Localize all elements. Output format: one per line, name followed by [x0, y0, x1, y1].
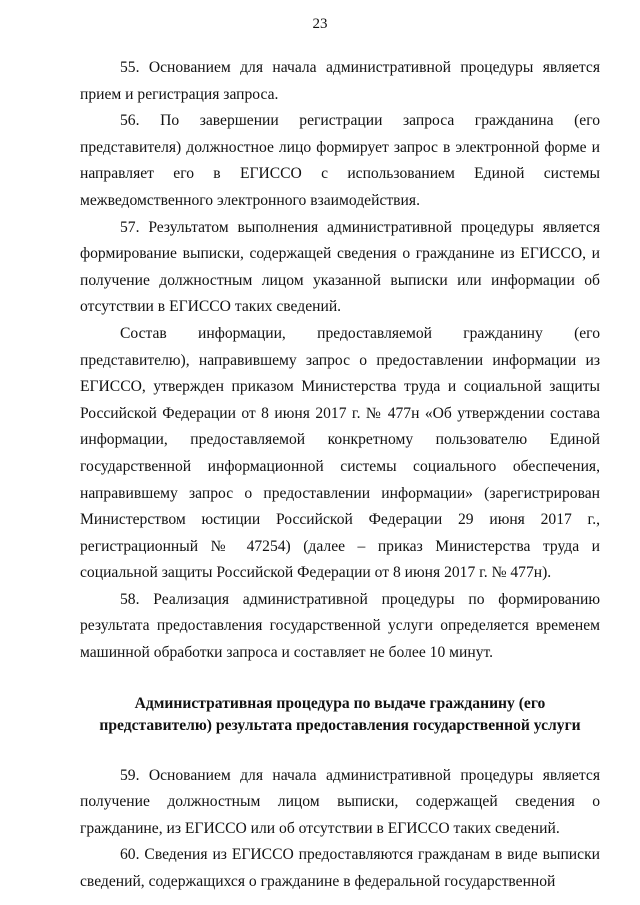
page-number: 23: [312, 16, 328, 32]
paragraph-60: 60. Сведения из ЕГИССО предоставляются гражданам в виде выписки сведений, содержащихся о гражданине в федеральной государственной: [80, 846, 600, 891]
paragraph-composition-info: Состав информации, предоставляемой гражданину (его представителю), направившему запрос о предоставлении информации из ЕГИССО, утвержден приказом Министерства труда и социальной защиты Российской Федерации от 8 июня 2017 г. № 477н «Об утверждении состава информации, предоставляемой конкретному пользователю Единой государственной информационной системы социального обеспечения, направившему запрос о предоставлении информации» (зарегистрирован Министерством юстиции Российской Федерации 29 июня 2017 г., регистрационный № 47254) (далее – приказ Министерства труда и социальной защиты Российской Федерации от 8 июня 2017 г. № 477н).: [80, 324, 600, 582]
paragraph-59: 59. Основанием для начала административной процедуры является получение должностным лицом выписки, содержащей сведения о гражданине, из ЕГИССО или об отсутствии в ЕГИССО таких сведений.: [80, 766, 600, 837]
paragraph-56: 56. По завершении регистрации запроса гражданина (его представителя) должностное лицо формирует запрос в электронной форме и направляет его в ЕГИССО с использованием Единой системы межведомственного электронного взаимодействия.: [80, 112, 600, 209]
paragraph-57: 57. Результатом выполнения административной процедуры является формирование выписки, содержащей сведения о гражданине из ЕГИССО, и получение должностным лицом указанной выписки или информации об отсутствии в ЕГИССО таких сведений.: [80, 218, 600, 316]
paragraph-58: 58. Реализация административной процедуры по формированию результата предоставления государственной услуги определяется временем машинной обработки запроса и составляет не более 10 минут.: [80, 590, 600, 662]
document-body: [80, 55, 600, 896]
paragraph-55: 55. Основанием для начала административной процедуры является прием и регистрация запроса.: [80, 59, 600, 103]
section-heading: Административная процедура по выдаче гражданину (его представителю) результата предоставления государственной услуги: [99, 694, 581, 734]
